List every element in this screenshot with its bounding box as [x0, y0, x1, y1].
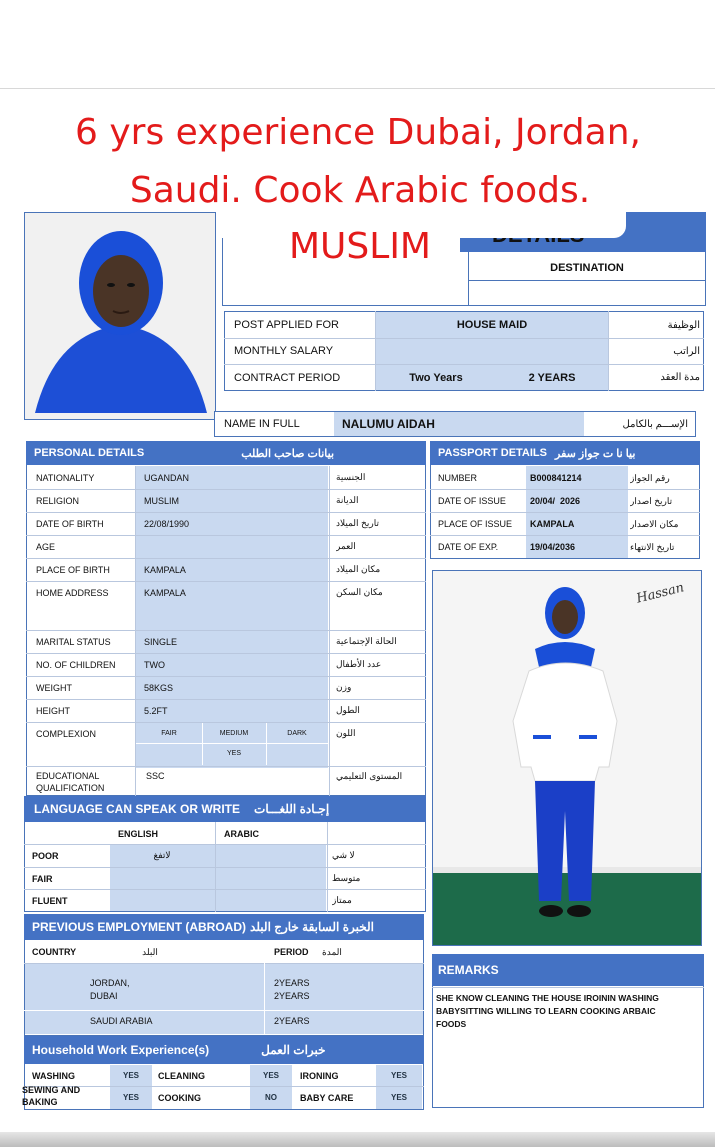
- marital-ar: الحالة الإجتماعية: [336, 636, 397, 646]
- complexion-selected: YES: [226, 750, 241, 757]
- job-vsep-2: [608, 311, 609, 391]
- complexion-vsep-2: [266, 723, 267, 765]
- remarks-sep: [432, 987, 704, 988]
- nationality-ar: الجنسية: [336, 472, 366, 482]
- employment-country-3: SAUDI ARABIA: [90, 1016, 153, 1026]
- lang-poor-label: POOR: [32, 850, 59, 861]
- personal-header: [26, 441, 426, 465]
- full-body-photo: [432, 570, 702, 946]
- country-ar: البلد: [142, 946, 158, 957]
- destination-label: DESTINATION: [550, 262, 624, 274]
- employment-period-2: 2YEARS: [274, 991, 310, 1001]
- sewing-value: YES: [122, 1093, 139, 1102]
- dob-ar: تاريخ الميلاد: [336, 518, 379, 528]
- children-ar: عدد الأطفال: [336, 659, 382, 669]
- full-body-figure-icon: [433, 571, 701, 945]
- issue-date-label: DATE OF ISSUE: [438, 496, 506, 506]
- language-title: LANGUAGE CAN SPEAK OR WRITE: [34, 802, 241, 816]
- babycare-value: YES: [390, 1093, 407, 1102]
- religion-label: RELIGION: [36, 495, 80, 506]
- contract-value-2: 2 YEARS: [496, 365, 608, 390]
- employment-country-1: JORDAN,: [90, 978, 130, 988]
- language-vsep-2: [327, 822, 328, 912]
- nationality-label: NATIONALITY: [36, 472, 95, 483]
- nationality-value: UGANDAN: [144, 472, 190, 483]
- lang-poor-english: لاتفغ: [153, 850, 171, 860]
- complexion-medium: MEDIUM: [219, 730, 249, 737]
- marital-value: SINGLE: [144, 636, 178, 647]
- passport-number-ar: رقم الجواز: [630, 472, 670, 483]
- age-value: [144, 536, 324, 557]
- personal-title-ar: بيانات صاحب الطلب: [241, 447, 334, 460]
- sewing-label: SEWING AND BAKING: [22, 1085, 81, 1107]
- employment-title-ar: الخبرة السابقة خارج البلد: [250, 920, 374, 934]
- post-ar: الوظيفة: [667, 319, 700, 331]
- education-ar: المستوى التعليمي: [336, 770, 403, 781]
- name-value: NALUMU AIDAH: [334, 412, 584, 436]
- salary-value: [376, 339, 608, 364]
- household-title: Household Work Experience(s): [32, 1043, 210, 1057]
- pob-label: PLACE OF BIRTH: [36, 564, 110, 575]
- period-label: PERIOD: [274, 947, 309, 957]
- expiry-label: DATE OF EXP.: [438, 542, 499, 552]
- ironing-value: YES: [390, 1071, 407, 1080]
- address-value: KAMPALA: [144, 587, 186, 598]
- signature: Hassan: [634, 580, 686, 607]
- salary-ar: الراتب: [673, 345, 700, 357]
- height-value: 5.2FT: [144, 705, 168, 716]
- top-rule: [0, 88, 715, 89]
- ironing-label: IRONING: [300, 1070, 339, 1081]
- washing-label: WASHING: [32, 1070, 76, 1081]
- pob-ar: مكان الميلاد: [336, 564, 381, 574]
- pob-value: KAMPALA: [144, 564, 186, 575]
- passport-number-label: NUMBER: [438, 473, 478, 483]
- lang-fluent-label: FLUENT: [32, 895, 68, 906]
- post-value: HOUSE MAID: [376, 312, 608, 338]
- post-label: POST APPLIED FOR: [234, 319, 339, 331]
- complexion-sep: [136, 743, 328, 744]
- contract-label: CONTRACT PERIOD: [234, 371, 341, 384]
- expiry-ar: تاريخ الانتهاء: [630, 541, 675, 552]
- children-value: TWO: [144, 659, 165, 670]
- complexion-dark: DARK: [287, 730, 307, 737]
- period-ar: المدة: [322, 946, 342, 957]
- personal-vsep-2: [329, 466, 330, 796]
- address-ar: مكان السكن: [336, 587, 383, 597]
- complexion-ar: اللون: [336, 728, 356, 738]
- passport-header: [430, 441, 700, 465]
- age-label: AGE: [36, 541, 56, 552]
- complexion-label: COMPLEXION: [36, 728, 97, 739]
- education-label: EDUCATIONAL QUALIFICATION: [36, 771, 105, 793]
- expiry-value: 19/04/2036: [530, 542, 576, 552]
- passport-number-value: B000841214: [530, 473, 582, 483]
- cooking-value: NO: [265, 1093, 277, 1102]
- household-header: [24, 1036, 424, 1064]
- passport-title-ar: بيا نا ت جواز سفر: [555, 447, 636, 460]
- employment-period-1: 2YEARS: [274, 978, 310, 988]
- lang-fair-label: FAIR: [32, 873, 53, 884]
- dob-value: 22/08/1990: [144, 518, 190, 529]
- employment-title: PREVIOUS EMPLOYMENT (ABROAD): [32, 920, 247, 934]
- remarks-text: SHE KNOW CLEANING THE HOUSE IROININ WASHING BABYSITTING WILLING TO LEARN COOKING ARBAIC FOODS: [436, 993, 659, 1029]
- issue-date-ar: تاريخ اصدار: [630, 495, 673, 506]
- language-title-ar: إجـادة اللغـــات: [254, 802, 330, 816]
- lang-fluent-arabic: [216, 890, 324, 911]
- contract-ar: مدة العقد: [660, 372, 700, 383]
- language-header: [24, 796, 426, 822]
- name-ar: الإســـم بالكامل: [622, 418, 688, 430]
- cleaning-value: YES: [262, 1071, 279, 1080]
- height-label: HEIGHT: [36, 705, 71, 716]
- portrait-photo: [24, 212, 216, 420]
- passport-title: PASSPORT DETAILS: [438, 447, 547, 459]
- cooking-label: COOKING: [158, 1092, 202, 1103]
- banner-line-3: MUSLIM: [289, 226, 431, 267]
- employment-body: [25, 964, 423, 1034]
- babycare-label: BABY CARE: [300, 1092, 354, 1103]
- banner-line-2: Saudi. Cook Arabic foods.: [129, 170, 591, 211]
- education-value: SSC: [146, 771, 165, 781]
- weight-label: WEIGHT: [36, 682, 72, 693]
- personal-vsep-1: [135, 466, 136, 796]
- personal-title: PERSONAL DETAILS: [34, 447, 145, 459]
- lang-fair-ar: متوسط: [332, 873, 361, 883]
- lang-fluent-ar: ممتاز: [332, 895, 352, 905]
- complexion-vsep-1: [202, 723, 203, 765]
- address-label: HOME ADDRESS: [36, 587, 109, 598]
- lang-poor-arabic: [216, 845, 324, 866]
- age-ar: العمر: [336, 541, 356, 551]
- issue-date-value: 20/04/ 2026: [530, 496, 581, 506]
- salary-label: MONTHLY SALARY: [234, 345, 334, 357]
- religion-value: MUSLIM: [144, 495, 180, 506]
- washing-value: YES: [122, 1071, 139, 1080]
- banner-line-1: 6 yrs experience Dubai, Jordan,: [75, 112, 641, 153]
- marital-label: MARITAL STATUS: [36, 636, 111, 647]
- household-title-ar: خبرات العمل: [261, 1043, 326, 1057]
- country-label: COUNTRY: [32, 947, 77, 957]
- header-divider: [468, 280, 706, 281]
- issue-place-ar: مكان الاصدار: [630, 518, 679, 529]
- weight-value: 58KGS: [144, 682, 174, 693]
- employment-vsep: [264, 940, 265, 1034]
- lang-poor-ar: لا شي: [332, 850, 355, 860]
- employment-country-2: DUBAI: [90, 991, 118, 1001]
- weight-ar: وزن: [336, 682, 352, 692]
- employment-sep-1: [24, 1010, 424, 1011]
- language-col-english: ENGLISH: [118, 828, 159, 839]
- employment-period-3: 2YEARS: [274, 1016, 310, 1026]
- bottom-strip: [0, 1132, 715, 1147]
- remarks-header: REMARKS: [432, 954, 704, 986]
- employment-header: [24, 914, 424, 940]
- height-ar: الطول: [336, 705, 360, 715]
- lang-fluent-english: [110, 890, 214, 911]
- name-label: NAME IN FULL: [224, 418, 300, 430]
- lang-fair-arabic: [216, 868, 324, 889]
- religion-ar: الديانة: [336, 495, 359, 505]
- dob-label: DATE OF BIRTH: [36, 518, 104, 529]
- lang-fair-english: [110, 868, 214, 889]
- language-vsep-1: [215, 822, 216, 912]
- cleaning-label: CLEANING: [158, 1070, 205, 1081]
- complexion-fair: FAIR: [161, 730, 177, 737]
- language-col-arabic: ARABIC: [224, 828, 259, 839]
- job-vsep-1: [375, 311, 376, 391]
- issue-place-label: PLACE OF ISSUE: [438, 519, 513, 529]
- children-label: NO. OF CHILDREN: [36, 659, 116, 670]
- portrait-figure-icon: [25, 213, 216, 420]
- issue-place-value: KAMPALA: [530, 519, 575, 529]
- contract-value-1: Two Years: [376, 365, 496, 390]
